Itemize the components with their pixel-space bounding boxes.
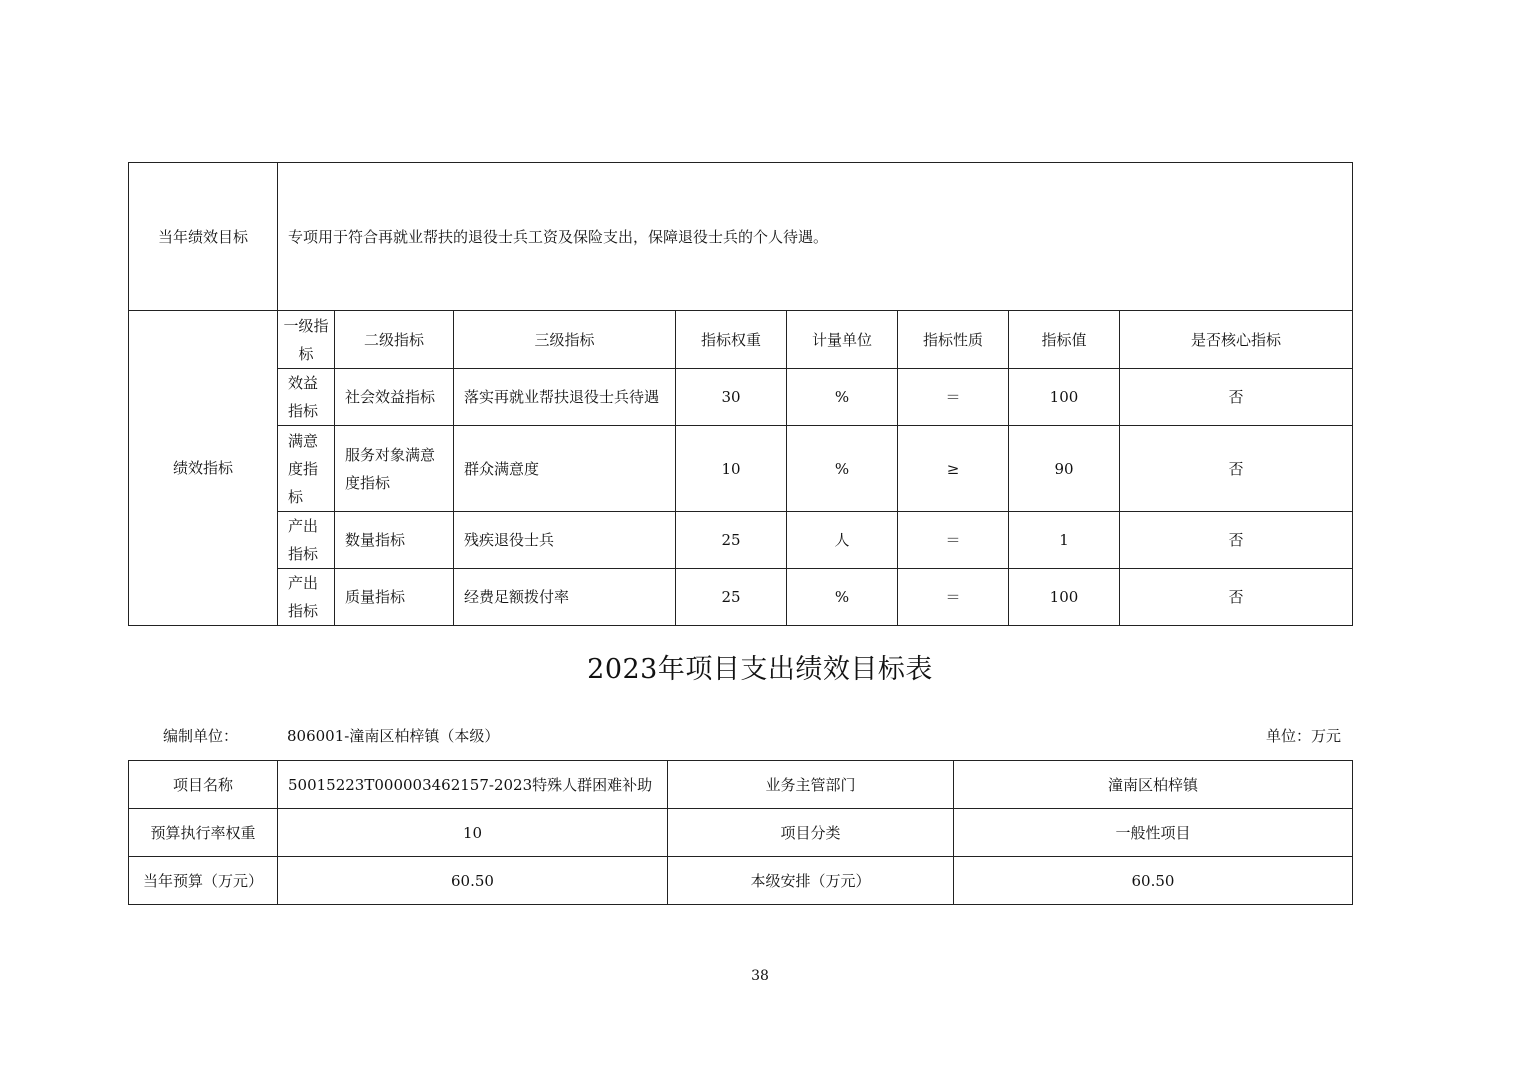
org-value: 806001-潼南区柏梓镇（本级） [287,727,500,745]
budget-label: 当年预算（万元） [129,857,278,905]
row-level3: 落实再就业帮扶退役士兵待遇 [454,369,676,426]
row-level3: 经费足额拨付率 [454,569,676,626]
info-row [129,761,1353,809]
arrange-value: 60.50 [954,857,1353,905]
header-core: 是否核心指标 [1120,311,1353,369]
row-level1: 满意度指标 [278,426,335,512]
dept-label: 业务主管部门 [668,761,954,809]
row-core: 否 [1120,569,1353,626]
row-level2: 社会效益指标 [335,369,454,426]
row-nature: ＝ [898,569,1009,626]
budget-value: 60.50 [278,857,668,905]
dept-value: 潼南区柏梓镇 [954,761,1353,809]
row-level3: 群众满意度 [454,426,676,512]
row-nature: ＝ [898,369,1009,426]
row-level1: 产出指标 [278,569,335,626]
row-level2: 数量指标 [335,512,454,569]
goal-text: 专项用于符合再就业帮扶的退役士兵工资及保险支出，保障退役士兵的个人待遇。 [278,163,1353,311]
row-weight: 25 [676,512,787,569]
row-level2: 服务对象满意度指标 [335,426,454,512]
info-row [129,809,1353,857]
project-name-label: 项目名称 [129,761,278,809]
row-unit: % [787,426,898,512]
row-unit: 人 [787,512,898,569]
row-value: 1 [1009,512,1120,569]
header-weight: 指标权重 [676,311,787,369]
row-level3: 残疾退役士兵 [454,512,676,569]
header-level1: 一级指标 [278,311,335,369]
row-core: 否 [1120,512,1353,569]
performance-table [128,162,1353,626]
row-level2: 质量指标 [335,569,454,626]
row-level1: 产出指标 [278,512,335,569]
row-value: 100 [1009,569,1120,626]
row-unit: % [787,369,898,426]
category-label: 项目分类 [668,809,954,857]
project-name-value: 50015223T000003462157-2023特殊人群困难补助 [278,761,668,809]
row-weight: 25 [676,569,787,626]
header-value: 指标值 [1009,311,1120,369]
arrange-label: 本级安排（万元） [668,857,954,905]
row-nature: ＝ [898,512,1009,569]
info-row [129,857,1353,905]
indicator-header-row [129,311,1353,369]
category-value: 一般性项目 [954,809,1353,857]
indicator-row [129,369,1353,426]
indicator-row [129,512,1353,569]
page-number: 38 [751,968,769,984]
document-title: 2023年项目支出绩效目标表 [587,654,933,685]
exec-weight-value: 10 [278,809,668,857]
row-weight: 30 [676,369,787,426]
project-info-table [128,760,1353,905]
row-unit: % [787,569,898,626]
row-core: 否 [1120,426,1353,512]
org-label: 编制单位： [163,727,239,745]
row-level1: 效益指标 [278,369,335,426]
row-value: 90 [1009,426,1120,512]
row-weight: 10 [676,426,787,512]
exec-weight-label: 预算执行率权重 [129,809,278,857]
header-unit: 计量单位 [787,311,898,369]
goal-label: 当年绩效目标 [129,163,278,311]
header-level2: 二级指标 [335,311,454,369]
unit-label: 单位：万元 [1265,727,1341,745]
indicator-label: 绩效指标 [129,311,278,626]
row-nature: ≥ [898,426,1009,512]
indicator-row [129,426,1353,512]
header-nature: 指标性质 [898,311,1009,369]
indicator-row [129,569,1353,626]
row-value: 100 [1009,369,1120,426]
header-level3: 三级指标 [454,311,676,369]
goal-row [129,163,1353,311]
row-core: 否 [1120,369,1353,426]
